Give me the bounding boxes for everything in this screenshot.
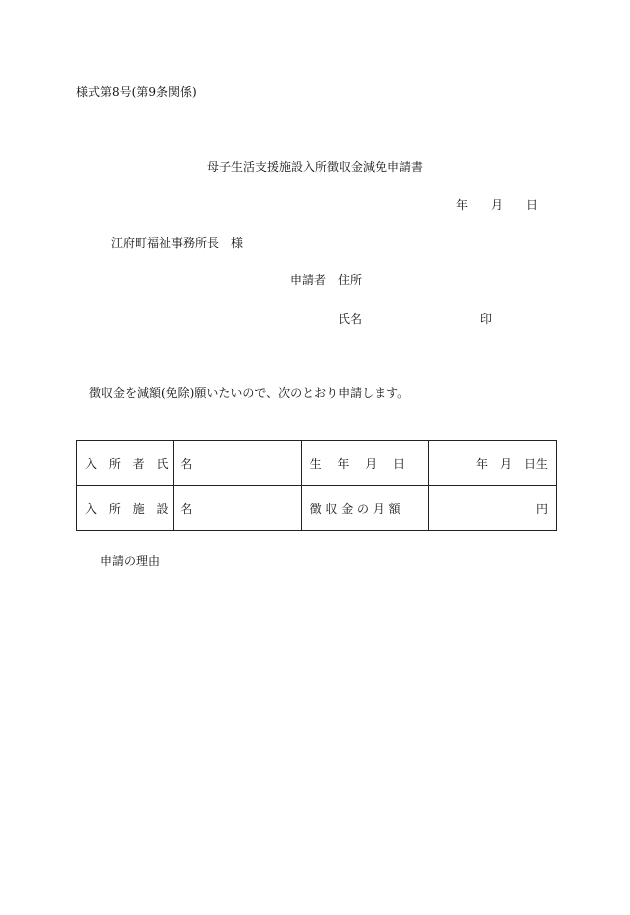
- form-number: 様式第8号(第9条関係): [76, 85, 197, 99]
- applicant-name-label[interactable]: 氏名: [338, 312, 363, 326]
- applicant-label: 申請者: [290, 273, 327, 287]
- table-row-facility: [77, 486, 557, 531]
- applicant-address-label[interactable]: 住所: [338, 273, 363, 287]
- monthly-fee-field[interactable]: 円: [428, 486, 556, 531]
- application-table: [76, 440, 557, 531]
- date-year-label[interactable]: 年: [456, 198, 469, 212]
- seal-mark: 印: [480, 312, 493, 326]
- reason-label: 申請の理由: [100, 554, 161, 568]
- resident-name-label: 入 所 者 氏 名: [77, 441, 174, 486]
- request-statement: 徴収金を減額(免除)願いたいので、次のとおり申請します。: [89, 386, 410, 400]
- facility-name-input[interactable]: [182, 494, 292, 522]
- monthly-fee-label: 徴 収 金 の 月 額: [301, 486, 428, 531]
- date-day-label[interactable]: 日: [526, 198, 539, 212]
- document-title: 母子生活支援施設入所徴収金減免申請書: [207, 160, 424, 174]
- resident-name-input[interactable]: [182, 449, 292, 477]
- facility-name-label: 入 所 施 設 名: [77, 486, 174, 531]
- birth-date-label: 生 年 月 日: [301, 441, 428, 486]
- date-month-label[interactable]: 月: [491, 198, 504, 212]
- addressee: 江府町福祉事務所長 様: [111, 236, 244, 250]
- birth-date-field[interactable]: 年 月 日生: [428, 441, 556, 486]
- table-row-resident: [77, 441, 557, 486]
